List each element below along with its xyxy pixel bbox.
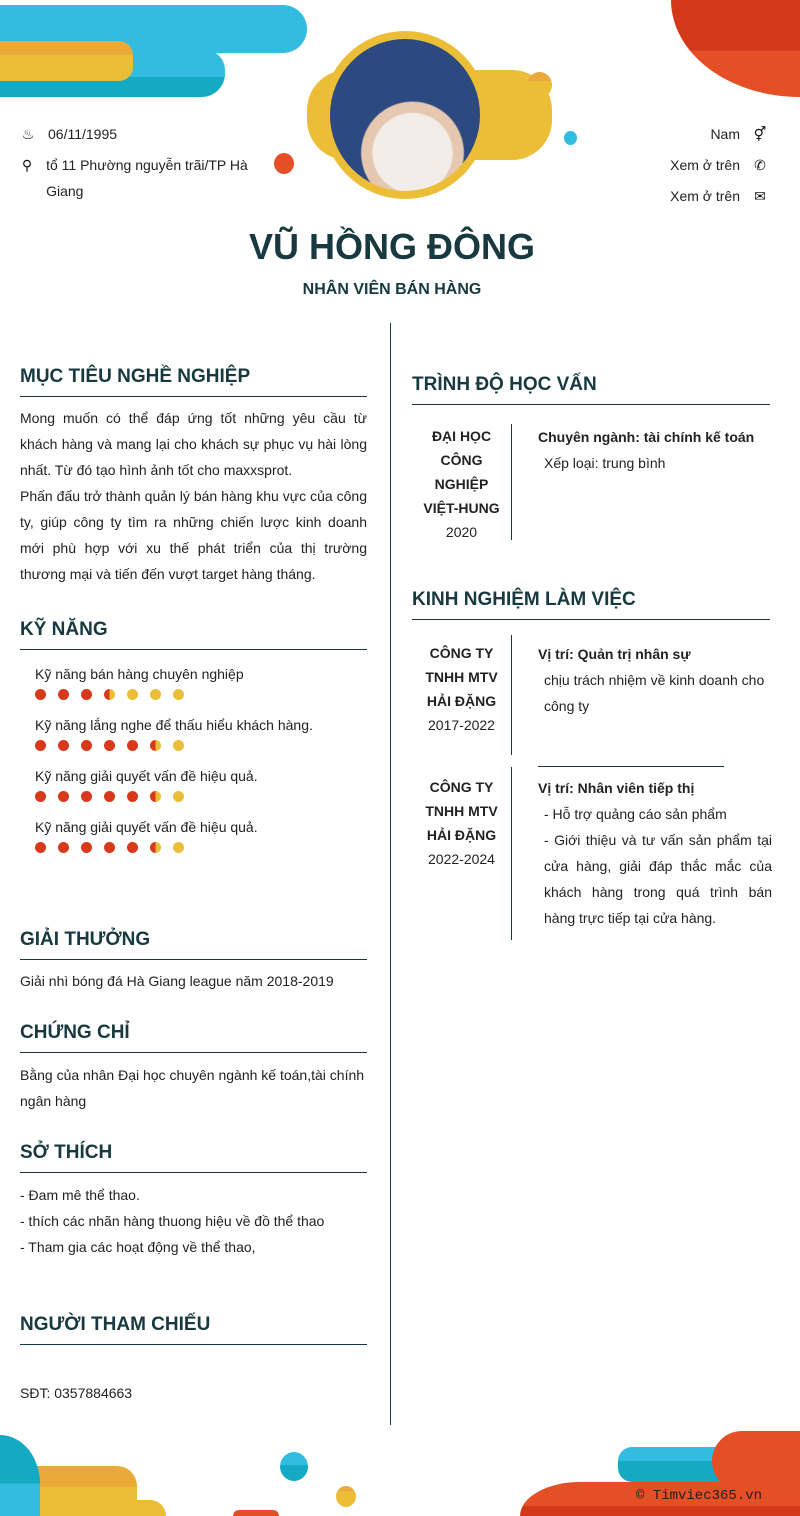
objective-text	[20, 405, 367, 587]
rating-dot	[173, 740, 184, 751]
rating-dot	[58, 791, 69, 802]
education-major: Chuyên ngành: tài chính kế toán	[538, 429, 755, 445]
rating-dot	[81, 842, 92, 853]
decor-blob-yellow	[90, 1500, 166, 1516]
birthday-row	[20, 121, 117, 147]
decor-circle-red	[671, 0, 800, 97]
mail-icon: ✉	[754, 188, 766, 204]
experience-entry	[412, 767, 772, 940]
rating-dot	[173, 842, 184, 853]
location-pin-icon: ⚲	[21, 157, 33, 173]
objective-paragraph: Phấn đấu trở thành quản lý bán hàng khu vực của công ty, giúp công ty tìm ra những chiến lược kinh doanh mới phù hợp với xu thế phát triển của thị trường thương mại và tiến đến vượt target hàng tháng.	[20, 488, 367, 582]
references-heading: NGƯỜI THAM CHIẾU	[20, 1314, 367, 1345]
job-title: NHÂN VIÊN BÁN HÀNG	[302, 281, 482, 298]
rating-dot	[127, 740, 138, 751]
rating-dot	[173, 689, 184, 700]
skills-list	[35, 663, 365, 867]
rating-dot	[104, 689, 115, 700]
awards-text: Giải nhì bóng đá Hà Giang league năm 2018-2019	[20, 973, 334, 989]
birthday: 06/11/1995	[48, 126, 118, 142]
hobbies-list	[20, 1182, 367, 1260]
skill-name: Kỹ năng lắng nghe để thấu hiểu khách hàng.	[35, 717, 313, 733]
education-year: 2020	[445, 524, 478, 540]
rating-dot	[35, 791, 46, 802]
rating-dot	[150, 740, 161, 751]
hobby-item: - Tham gia các hoạt động về thể thao,	[20, 1239, 256, 1255]
address-row	[20, 152, 260, 204]
rating-dot	[150, 689, 161, 700]
skill-item	[35, 816, 365, 853]
references-text: SĐT: 0357884663	[20, 1385, 133, 1401]
experience-description: - Hỗ trợ quảng cáo sản phẩm	[544, 806, 727, 822]
rating-dot	[58, 689, 69, 700]
rating-dot	[58, 740, 69, 751]
phone: Xem ở trên	[670, 157, 740, 173]
rating-dot	[35, 842, 46, 853]
company-name: HẢI ĐẶNG	[426, 827, 497, 843]
school-name: VIỆT-HUNG	[423, 500, 500, 516]
skill-rating	[35, 689, 365, 700]
company-name: TNHH MTV	[425, 669, 498, 685]
objective-heading: MỤC TIÊU NGHỀ NGHIỆP	[20, 366, 367, 397]
education-entry	[412, 424, 772, 540]
decor-dot-yellow	[527, 72, 552, 98]
gender-icon: ⚥	[753, 126, 767, 142]
rating-dot	[150, 791, 161, 802]
hobby-item: - Đam mê thể thao.	[20, 1187, 140, 1203]
experience-position: Vị trí: Nhân viên tiếp thị	[538, 780, 695, 796]
decor-blob-yellow	[0, 41, 133, 81]
copyright-watermark: © Timviec365.vn	[636, 1488, 763, 1504]
gender-row	[710, 121, 768, 147]
hobbies-heading: SỞ THÍCH	[20, 1142, 367, 1173]
rating-dot	[35, 689, 46, 700]
rating-dot	[127, 791, 138, 802]
certificates-heading: CHỨNG CHỈ	[20, 1022, 367, 1053]
school-name: ĐẠI HỌC	[431, 428, 492, 444]
rating-dot	[104, 740, 115, 751]
experience-description: - Giới thiệu và tư vấn sản phẩm tại cửa hàng, giải đáp thắc mắc của khách hàng trong quá trình bán hàng trực tiếp tại cửa hàng.	[544, 832, 772, 926]
phone-row	[670, 152, 768, 178]
skill-item	[35, 663, 365, 700]
school-name: CÔNG NGHIỆP	[434, 452, 489, 492]
skill-name: Kỹ năng giải quyết vấn đề hiệu quả.	[35, 819, 258, 835]
company-name: HẢI ĐẶNG	[426, 693, 497, 709]
rating-dot	[104, 791, 115, 802]
rating-dot	[81, 689, 92, 700]
rating-dot	[104, 842, 115, 853]
cake-icon: ♨	[21, 126, 35, 142]
skill-rating	[35, 842, 365, 853]
skill-item	[35, 765, 365, 802]
hobby-item: - thích các nhãn hàng thuong hiệu về đồ thể thao	[20, 1213, 325, 1229]
company-name: CÔNG TY	[429, 645, 494, 661]
rating-dot	[58, 842, 69, 853]
experience-position: Vị trí: Quản trị nhân sự	[538, 646, 691, 662]
gender: Nam	[710, 126, 740, 142]
objective-paragraph: Mong muốn có thể đáp ứng tốt những yêu cầu từ khách hàng và mang lại cho khách sự phục vụ hài lòng nhất. Từ đó tạo hình ảnh tốt cho maxxsprot.	[20, 410, 367, 478]
phone-icon: ✆	[754, 157, 766, 173]
skill-rating	[35, 791, 365, 802]
email: Xem ở trên	[670, 188, 740, 204]
education-grade: Xếp loại: trung bình	[544, 455, 666, 471]
rating-dot	[150, 842, 161, 853]
skill-name: Kỹ năng bán hàng chuyên nghiệp	[35, 666, 244, 682]
address: tổ 11 Phường nguyễn trãi/TP Hà Giang	[46, 157, 248, 199]
awards-heading: GIẢI THƯỞNG	[20, 929, 367, 960]
skill-rating	[35, 740, 365, 751]
column-divider	[390, 323, 391, 1425]
decor-circle-blue	[0, 1435, 40, 1516]
certificates-text: Bằng của nhân Đại học chuyên ngành kế toán,tài chính ngân hàng	[20, 1067, 365, 1109]
skill-item	[35, 714, 365, 751]
experience-heading: KINH NGHIỆM LÀM VIỆC	[412, 589, 770, 620]
rating-dot	[81, 791, 92, 802]
company-name: CÔNG TY	[429, 779, 494, 795]
skills-heading: KỸ NĂNG	[20, 619, 367, 650]
experience-description: chịu trách nhiệm về kinh doanh cho công ty	[544, 672, 765, 714]
decor-blob-blue	[130, 50, 225, 77]
skill-name: Kỹ năng giải quyết vấn đề hiệu quả.	[35, 768, 258, 784]
decor-dot-blue	[564, 131, 577, 145]
decor-dot-blue	[280, 1452, 308, 1481]
candidate-name: VŨ HỒNG ĐÔNG	[248, 226, 535, 267]
decor-dot-red	[233, 1510, 279, 1516]
experience-entry	[412, 635, 772, 755]
email-row	[670, 183, 768, 209]
rating-dot	[127, 689, 138, 700]
decor-dot-yellow	[336, 1486, 356, 1507]
education-heading: TRÌNH ĐỘ HỌC VẤN	[412, 374, 770, 405]
experience-period: 2022-2024	[428, 851, 495, 867]
rating-dot	[173, 791, 184, 802]
rating-dot	[127, 842, 138, 853]
avatar	[322, 31, 488, 199]
rating-dot	[81, 740, 92, 751]
experience-period: 2017-2022	[428, 717, 495, 733]
decor-dot-red	[274, 153, 294, 174]
company-name: TNHH MTV	[425, 803, 498, 819]
rating-dot	[35, 740, 46, 751]
